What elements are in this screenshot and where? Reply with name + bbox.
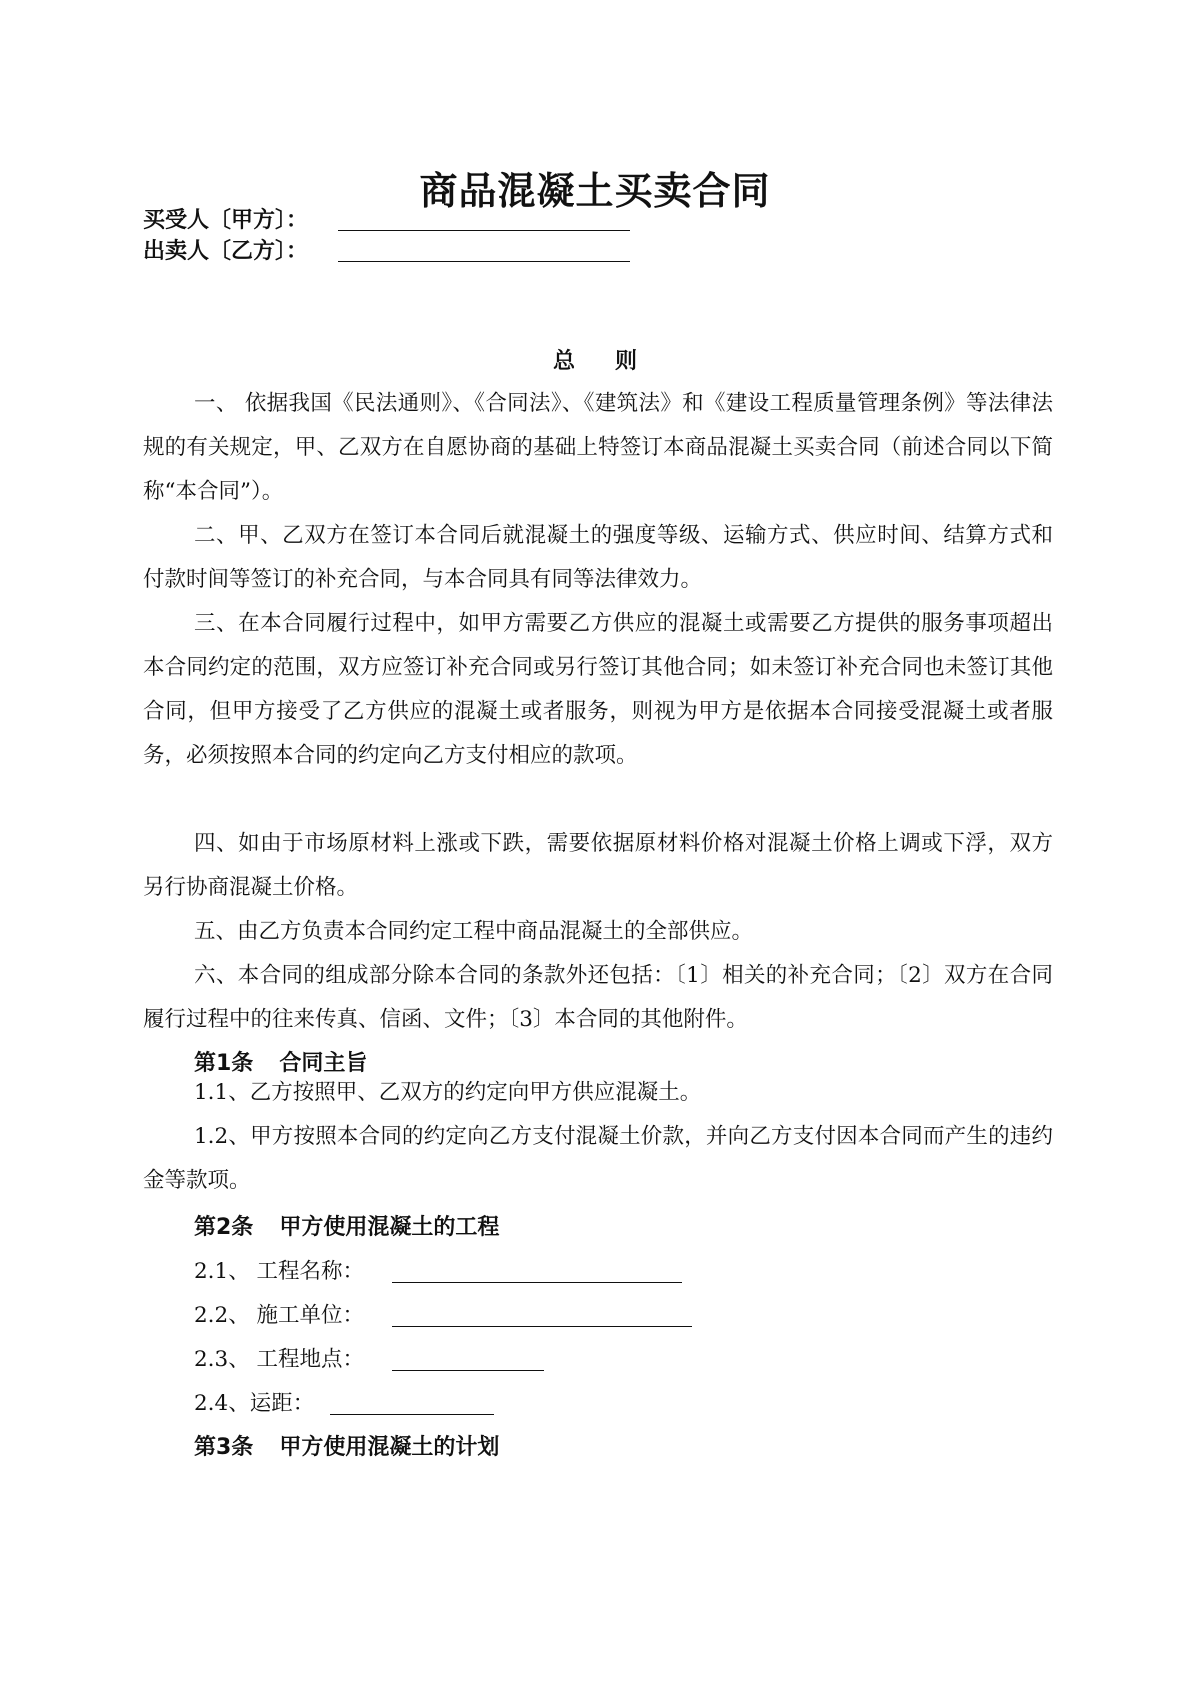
project-location-blank-line xyxy=(392,1370,544,1371)
seller-label: 出卖人〔乙方〕： xyxy=(143,239,309,264)
article-3-heading xyxy=(194,1433,499,1463)
clause-3: 三、在本合同履行过程中，如甲方需要乙方供应的混凝土或需要乙方提供的服务事项超出本合同约定的范围，双方应签订补充合同或另行签订其他合同；如未签订补充合同也未签订其他合同，但甲方接受了乙方供应的混凝土或者服务，则视为甲方是依据本合同接受混凝土或者服务，必须按照本合同的约定向乙方支付相应的款项。 xyxy=(143,611,1053,768)
article-1-title: 合同主旨 xyxy=(279,1051,368,1076)
distance-blank-line xyxy=(330,1414,494,1415)
page-title: 商品混凝土买卖合同 xyxy=(419,169,771,213)
clause-6: 六、本合同的组成部分除本合同的条款外还包括：〔1〕相关的补充合同；〔2〕双方在合同履行过程中的往来传真、信函、文件；〔3〕本合同的其他附件。 xyxy=(143,963,1053,1032)
project-name-label: 2.1、 工程名称： xyxy=(194,1259,365,1284)
clause-2: 二、甲、乙双方在签订本合同后就混凝土的强度等级、运输方式、供应时间、结算方式和付款时间等签订的补充合同，与本合同具有同等法律效力。 xyxy=(143,523,1053,592)
buyer-label: 买受人〔甲方〕： xyxy=(143,208,309,233)
contractor-blank-line xyxy=(392,1326,692,1327)
clause-5: 五、由乙方负责本合同约定工程中商品混凝土的全部供应。 xyxy=(194,919,754,944)
article-3-number: 第3条 xyxy=(194,1435,254,1460)
buyer-blank-line xyxy=(338,230,630,231)
article-1-number: 第1条 xyxy=(194,1051,254,1076)
article-2-number: 第2条 xyxy=(194,1215,254,1240)
distance-label: 2.4、运距： xyxy=(194,1391,315,1416)
article-3-title: 甲方使用混凝土的计划 xyxy=(279,1435,500,1460)
seller-blank-line xyxy=(338,261,630,262)
project-location-label: 2.3、 工程地点： xyxy=(194,1347,365,1372)
article-1-item-1: 1.1、乙方按照甲、乙双方的约定向甲方供应混凝土。 xyxy=(194,1080,702,1105)
clause-4: 四、如由于市场原材料上涨或下跌，需要依据原材料价格对混凝土价格上调或下浮，双方另行协商混凝土价格。 xyxy=(143,831,1053,900)
article-1-item-2: 1.2、甲方按照本合同的约定向乙方支付混凝土价款，并向乙方支付因本合同而产生的违约金等款项。 xyxy=(143,1124,1053,1193)
project-name-blank-line xyxy=(392,1282,682,1283)
section-title-general: 总则 xyxy=(552,349,677,374)
article-2-heading xyxy=(194,1213,499,1243)
contractor-label: 2.2、 施工单位： xyxy=(194,1303,365,1328)
clause-1: 一、 依据我国《民法通则》、《合同法》、《建筑法》和《建设工程质量管理条例》等法律法规的有关规定，甲、乙双方在自愿协商的基础上特签订本商品混凝土买卖合同（前述合同以下简称“本合同”）。 xyxy=(143,391,1053,504)
article-2-title: 甲方使用混凝土的工程 xyxy=(279,1215,500,1240)
